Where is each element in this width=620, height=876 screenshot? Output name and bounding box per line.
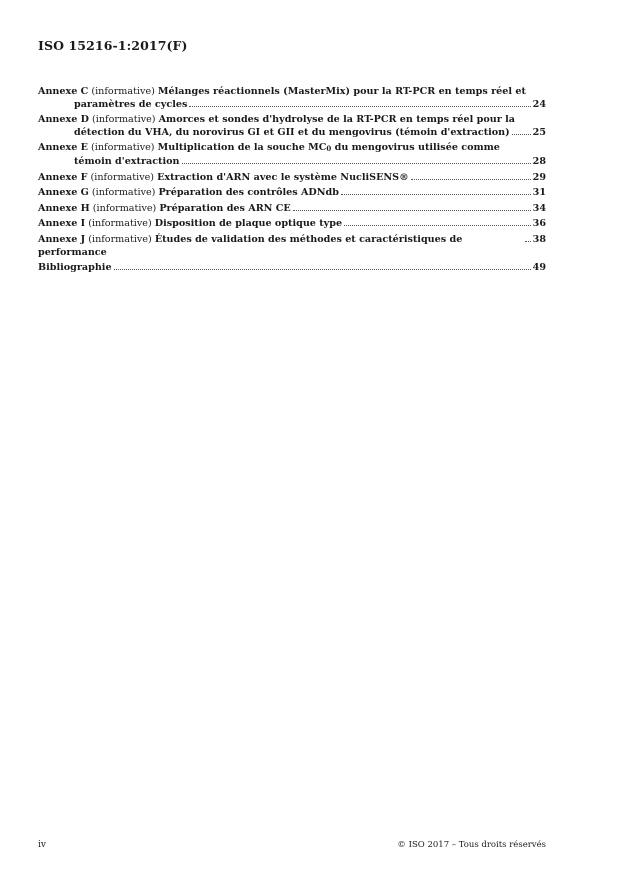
toc-page-number: 36 [532,218,546,230]
toc-entry-title: Extraction d'ARN avec le système NucliSENS® [157,171,409,183]
toc-annex-type: (informative) [92,114,156,126]
toc-annex-label: Annexe D [38,114,89,126]
toc-annex-type: (informative) [91,86,155,97]
toc-page-number: 25 [532,126,546,138]
toc-entry-annexe-h[interactable] [38,203,546,216]
toc-entry-title-continued: détection du VHA, du norovirus GI et GII et du mengovirus (témoin d'extraction) [74,126,510,138]
toc-annex-label: Annexe J [38,233,86,245]
toc-entry-annexe-i[interactable] [38,218,546,231]
toc-entry-title: Amorces et sondes d'hydrolyse de la RT-PCR en temps réel pour la [158,114,515,126]
footer-page-number: iv [38,840,46,850]
toc-annex-label: Annexe F [38,171,88,183]
toc-entry-title: Multiplication de la souche MC [157,142,327,154]
toc-page-number: 49 [532,262,546,274]
toc-entry-title-continued: témoin d'extraction [74,155,180,167]
document-id-header: ISO 15216-1:2017(F) [38,38,188,53]
toc-annex-label: Annexe H [38,202,90,214]
toc-page-number: 29 [532,171,546,183]
toc-annex-label: Annexe C [38,86,89,97]
toc-leader-dots [341,194,531,195]
toc-entry-title: Préparation des contrôles ADNdb [158,187,339,199]
toc-leader-dots [344,225,531,226]
toc-page-number: 31 [532,187,546,199]
toc-annex-type: (informative) [90,171,155,183]
toc-annex-type: (informative) [88,233,152,245]
toc-entry-annexe-f[interactable] [38,172,546,185]
toc-leader-dots [182,163,531,164]
toc-annex-type: (informative) [91,142,155,154]
toc-annex-type: (informative) [88,218,152,230]
toc-entry-annexe-d[interactable] [38,114,546,139]
toc-entry-subscript: 0 [326,144,332,154]
footer-copyright: © ISO 2017 – Tous droits réservés [397,840,546,850]
toc-page-number: 38 [532,233,546,245]
toc-entry-annexe-g[interactable] [38,187,546,200]
toc-entry-annexe-c[interactable] [38,86,546,111]
toc-annex-label: Annexe E [38,142,88,154]
toc-entry-annexe-j[interactable] [38,234,546,259]
toc-annex-label: Annexe I [38,218,86,230]
toc-entry-title: Études de validation des méthodes et caractéristiques de performance [38,233,463,258]
toc-leader-dots [525,241,531,242]
toc-entry-bibliographie[interactable] [38,262,546,275]
toc-entry-title-rest: du mengovirus utilisée comme [331,142,500,154]
toc-leader-dots [189,106,530,107]
toc-entry-title: Bibliographie [38,262,112,274]
toc-annex-type: (informative) [92,202,157,214]
toc-entry-title: Mélanges réactionnels (MasterMix) pour la RT-PCR en temps réel et [157,86,526,97]
toc-annex-label: Annexe G [38,187,89,199]
toc-entry-title: Disposition de plaque optique type [154,218,343,230]
toc-leader-dots [411,179,531,180]
toc-annex-type: (informative) [91,187,156,199]
toc-page-number: 24 [532,98,546,110]
toc-leader-dots [512,134,531,135]
toc-leader-dots [114,269,531,270]
toc-entry-annexe-e[interactable] [38,142,546,168]
toc-entry-title: Préparation des ARN CE [159,202,291,214]
toc-page-number: 28 [532,155,546,167]
toc-leader-dots [293,210,531,211]
toc-page-number: 34 [532,202,546,214]
table-of-contents [38,86,546,278]
toc-entry-title-continued: paramètres de cycles [74,98,188,110]
